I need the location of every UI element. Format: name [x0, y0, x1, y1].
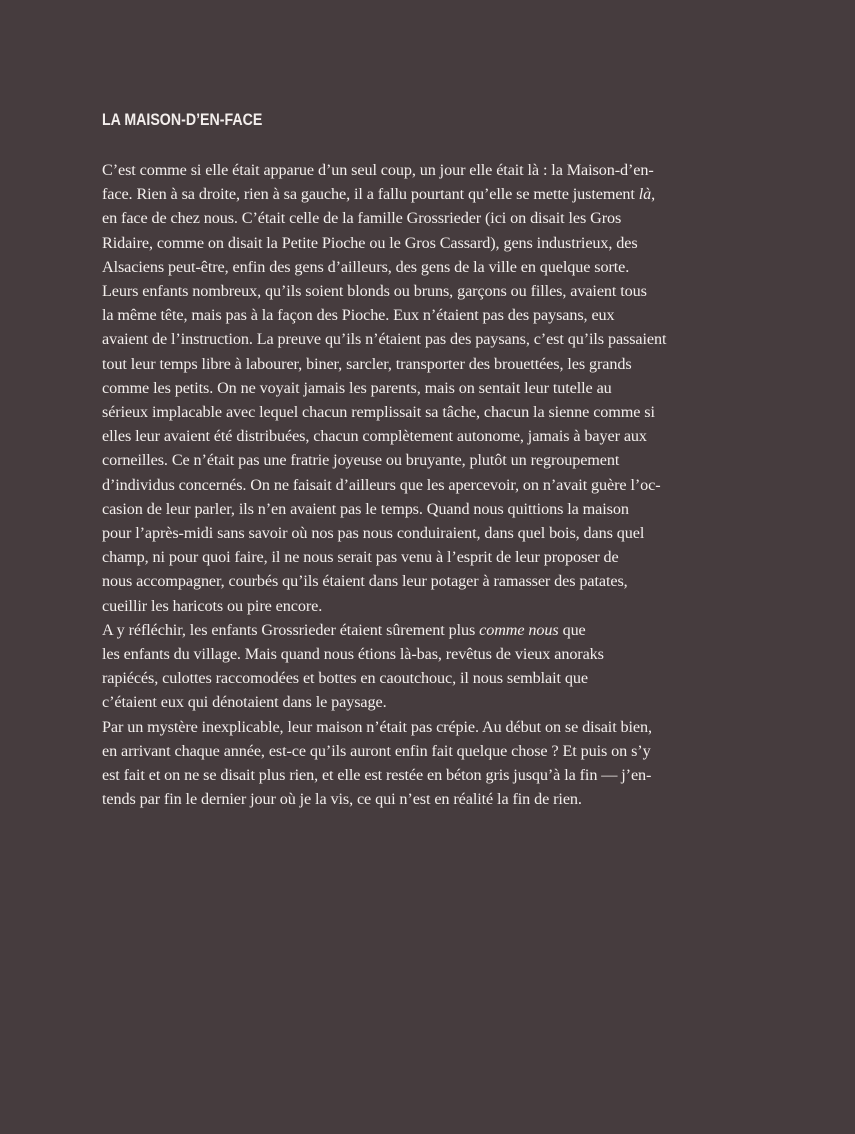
text-line: [102, 327, 732, 351]
text-line: [102, 182, 732, 206]
text-run: Ridaire, comme on disait la Petite Pioche ou le Gros Cassard), gens industrieux, des: [102, 233, 638, 252]
text-line: [102, 352, 732, 376]
text-line: [102, 497, 732, 521]
text-run: en face de chez nous. C’était celle de la famille Grossrieder (ici on disait les Gros: [102, 209, 622, 228]
paragraph: [102, 618, 732, 715]
text-line: [102, 206, 732, 230]
text-run: ,: [651, 185, 656, 204]
text-line: [102, 763, 732, 787]
text-line: [102, 594, 732, 618]
text-line: [102, 545, 732, 569]
text-run: Par un mystère inexplicable, leur maison n’était pas crépie. Au début on se disait bien,: [102, 717, 652, 736]
emphasis-text: comme nous: [479, 620, 559, 639]
text-line: [102, 618, 732, 642]
text-run: face. Rien à sa droite, rien à sa gauche, il a fallu pourtant qu’elle se mette justement: [102, 185, 639, 204]
text-run: C’est comme si elle était apparue d’un seul coup, un jour elle était là : la Maison-d’en-: [102, 161, 654, 179]
body-text: [102, 158, 732, 811]
text-run: tout leur temps libre à labourer, biner, sarcler, transporter des brouettées, les grands: [102, 354, 632, 373]
paragraph: [102, 158, 732, 618]
text-line: [102, 690, 732, 714]
text-line: [102, 376, 732, 400]
text-run: tends par fin le dernier jour où je la vis, ce qui n’est en réalité la fin de rien.: [102, 790, 582, 809]
chapter-title: LA MAISON-D’EN-FACE: [102, 111, 263, 129]
text-run: que: [558, 620, 586, 639]
text-run: d’individus concernés. On ne faisait d’ailleurs que les apercevoir, on n’avait guère l’oc-: [102, 475, 661, 494]
text-line: [102, 787, 732, 811]
text-line: [102, 642, 732, 666]
text-line: [102, 715, 732, 739]
text-run: champ, ni pour quoi faire, il ne nous serait pas venu à l’esprit de leur proposer de: [102, 548, 619, 567]
text-line: [102, 424, 732, 448]
text-run: les enfants du village. Mais quand nous étions là-bas, revêtus de vieux anoraks: [102, 645, 604, 664]
text-line: [102, 666, 732, 690]
text-line: [102, 521, 732, 545]
text-run: en arrivant chaque année, est-ce qu’ils auront enfin fait quelque chose ? Et puis on s’y: [102, 741, 651, 760]
text-line: [102, 400, 732, 424]
text-run: A y réfléchir, les enfants Grossrieder étaient sûrement plus: [102, 620, 480, 639]
text-run: Alsaciens peut-être, enfin des gens d’ailleurs, des gens de la ville en quelque sorte.: [102, 257, 630, 276]
text-line: [102, 473, 732, 497]
text-line: [102, 158, 732, 182]
text-line: [102, 448, 732, 472]
text-run: avaient de l’instruction. La preuve qu’ils n’étaient pas des paysans, c’est qu’ils passaient: [102, 330, 667, 349]
text-line: [102, 303, 732, 327]
text-run: comme les petits. On ne voyait jamais les parents, mais on sentait leur tutelle au: [102, 378, 612, 397]
emphasis-text: là: [638, 185, 652, 204]
text-line: [102, 279, 732, 303]
text-run: est fait et on ne se disait plus rien, et elle est restée en béton gris jusqu’à la fin — j’en-: [102, 766, 652, 785]
text-run: nous accompagner, courbés qu’ils étaient dans leur potager à ramasser des patates,: [102, 572, 628, 591]
text-line: [102, 255, 732, 279]
text-run: c’étaient eux qui dénotaient dans le paysage.: [102, 693, 387, 712]
text-run: elles leur avaient été distribuées, chacun complètement autonome, jamais à bayer aux: [102, 427, 647, 446]
text-run: casion de leur parler, ils n’en avaient pas le temps. Quand nous quittions la maison: [102, 499, 629, 518]
text-line: [102, 231, 732, 255]
text-run: rapiécés, culottes raccomodées et bottes en caoutchouc, il nous semblait que: [102, 669, 588, 688]
text-line: [102, 739, 732, 763]
text-run: Leurs enfants nombreux, qu’ils soient blonds ou bruns, garçons ou filles, avaient tous: [102, 282, 647, 301]
text-run: la même tête, mais pas à la façon des Pioche. Eux n’étaient pas des paysans, eux: [102, 306, 615, 325]
text-run: pour l’après-midi sans savoir où nos pas nous conduiraient, dans quel bois, dans quel: [102, 524, 645, 543]
text-line: [102, 569, 732, 593]
text-run: sérieux implacable avec lequel chacun remplissait sa tâche, chacun la sienne comme si: [102, 403, 655, 422]
text-run: corneilles. Ce n’était pas une fratrie joyeuse ou bruyante, plutôt un regroupement: [102, 451, 620, 470]
text-run: cueillir les haricots ou pire encore.: [102, 596, 323, 615]
paragraph: [102, 715, 732, 812]
